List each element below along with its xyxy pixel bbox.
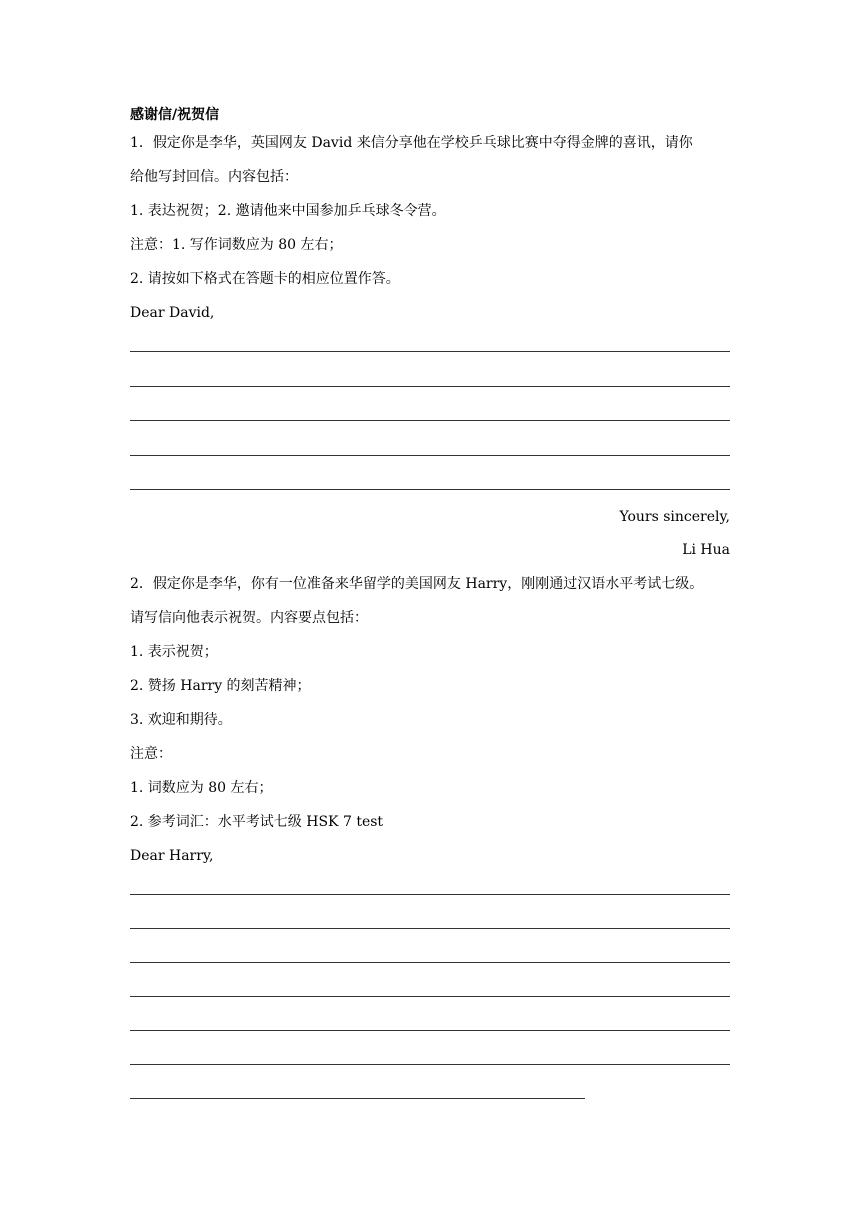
q2-point-1: 1. 表示祝贺；: [130, 644, 218, 660]
q1-prompt-line-1: 1．假定你是李华，英国网友 David 来信分享他在学校乒乓球比赛中夺得金牌的喜讯，请你: [130, 135, 693, 151]
q1-answer-line[interactable]: [130, 455, 730, 456]
q1-note-2: 2. 请按如下格式在答题卡的相应位置作答。: [130, 271, 400, 287]
q2-answer-line[interactable]: [130, 894, 730, 895]
worksheet-page: [130, 0, 730, 1216]
q1-signature: Li Hua: [682, 542, 730, 558]
q2-point-2: 2. 赞扬 Harry 的刻苦精神；: [130, 678, 311, 694]
q1-answer-line[interactable]: [130, 489, 730, 490]
q1-answer-line[interactable]: [130, 420, 730, 421]
q2-answer-line[interactable]: [130, 928, 730, 929]
q2-answer-line[interactable]: [130, 1030, 730, 1031]
q1-answer-line[interactable]: [130, 386, 730, 387]
q1-note-1: 注意：1. 写作词数应为 80 左右；: [130, 237, 343, 253]
q2-note-label: 注意：: [130, 746, 172, 762]
q1-content-points: 1. 表达祝贺；2. 邀请他来中国参加乒乓球冬令营。: [130, 203, 446, 219]
q2-note-1: 1. 词数应为 80 左右；: [130, 780, 273, 796]
q2-salutation: Dear Harry,: [130, 848, 214, 864]
q1-prompt-line-2: 给他写封回信。内容包括：: [130, 169, 298, 185]
q2-answer-line[interactable]: [130, 996, 730, 997]
section-heading: 感谢信/祝贺信: [130, 107, 220, 123]
q2-note-2: 2. 参考词汇：水平考试七级 HSK 7 test: [130, 814, 384, 830]
q1-answer-line[interactable]: [130, 351, 730, 352]
q1-closing: Yours sincerely,: [619, 509, 730, 525]
q1-salutation: Dear David,: [130, 305, 215, 321]
q2-prompt-line-2: 请写信向他表示祝贺。内容要点包括：: [130, 610, 368, 626]
q2-point-3: 3. 欢迎和期待。: [130, 712, 232, 728]
q2-answer-line-short[interactable]: [130, 1098, 585, 1099]
q2-answer-line[interactable]: [130, 962, 730, 963]
q2-prompt-line-1: 2．假定你是李华，你有一位准备来华留学的美国网友 Harry，刚刚通过汉语水平考试七级。: [130, 576, 704, 592]
q2-answer-line[interactable]: [130, 1064, 730, 1065]
